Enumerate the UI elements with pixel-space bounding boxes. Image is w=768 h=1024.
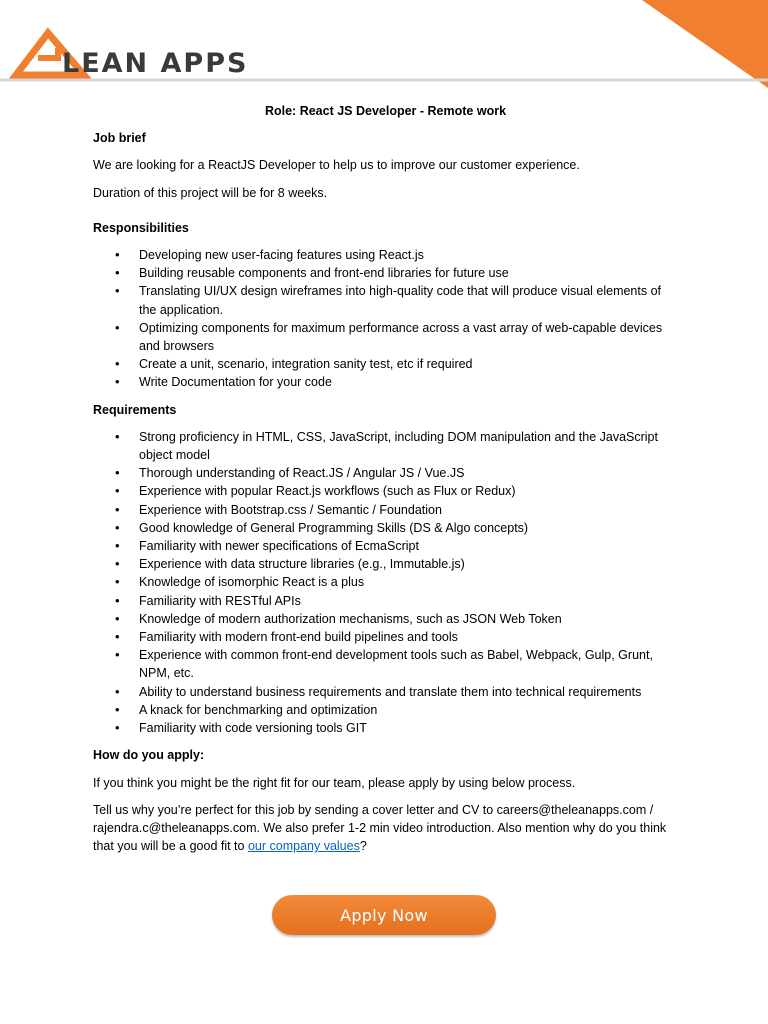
list-item: • Experience with popular React.js workflows (such as Flux or Redux) (139, 482, 678, 500)
list-item: • Knowledge of modern authorization mechanisms, such as JSON Web Token (139, 610, 678, 628)
list-item: • Knowledge of isomorphic React is a plus (139, 573, 678, 591)
corner-triangle-decoration (642, 0, 768, 88)
list-item: • Write Documentation for your code (139, 373, 678, 391)
list-item: • Thorough understanding of React.JS / Angular JS / Vue.JS (139, 464, 678, 482)
list-item: • Experience with common front-end development tools such as Babel, Webpack, Gulp, Grunt, NPM, etc. (139, 646, 678, 682)
logo-text: LEAN APPS (62, 48, 249, 79)
responsibilities-heading: Responsibilities (93, 220, 189, 235)
duration-text: Duration of this project will be for 8 weeks. (93, 185, 328, 200)
list-item: • Familiarity with code versioning tools GIT (139, 719, 678, 737)
how-to-apply-heading: How do you apply: (93, 748, 205, 763)
job-description (93, 102, 678, 864)
list-item: • Familiarity with modern front-end build pipelines and tools (139, 628, 678, 646)
list-item: • Good knowledge of General Programming Skills (DS & Algo concepts) (139, 519, 678, 537)
list-item: • Developing new user-facing features using React.js (139, 246, 678, 264)
list-item: • A knack for benchmarking and optimization (139, 701, 678, 719)
apply-instructions-text: If you think you might be the right fit for our team, please apply by using below process. (93, 775, 576, 790)
responsibilities-list (93, 246, 678, 392)
cover-letter-paragraph (93, 801, 678, 856)
list-item: • Experience with data structure libraries (e.g., Immutable.js) (139, 555, 678, 573)
company-values-link[interactable]: our company values (247, 839, 360, 854)
cover-letter-text: Tell us why you’re perfect for this job by sending a cover letter and CV to careers@theleanapps.com / rajendra.c@theleanapps.com. We also prefer 1-2 min video introduction. Also mention why do you think that you will be a good fit to (93, 802, 667, 854)
job-brief-text: We are looking for a ReactJS Developer to help us to improve our customer experience. (93, 158, 580, 173)
question-mark-text: ? (359, 839, 367, 854)
list-item: • Ability to understand business requirements and translate them into technical requirements (139, 683, 678, 701)
list-item: • Create a unit, scenario, integration sanity test, etc if required (139, 355, 678, 373)
list-item: • Optimizing components for maximum performance across a vast array of web-capable devices and browsers (139, 319, 678, 355)
list-item: • Familiarity with RESTful APIs (139, 592, 678, 610)
apply-now-button[interactable]: Apply Now (272, 895, 496, 935)
list-item: • Translating UI/UX design wireframes into high-quality code that will produce visual elements of the application. (139, 282, 678, 318)
requirements-list (93, 428, 678, 737)
requirements-heading: Requirements (93, 402, 177, 417)
list-item: • Familiarity with newer specifications of EcmaScript (139, 537, 678, 555)
list-item: • Experience with Bootstrap.css / Semantic / Foundation (139, 501, 678, 519)
list-item: • Strong proficiency in HTML, CSS, JavaScript, including DOM manipulation and the JavaScript object model (139, 428, 678, 464)
page-header (0, 0, 768, 90)
role-title: Role: React JS Developer - Remote work (264, 104, 507, 118)
list-item: • Building reusable components and front-end libraries for future use (139, 264, 678, 282)
job-brief-heading: Job brief (93, 131, 146, 146)
